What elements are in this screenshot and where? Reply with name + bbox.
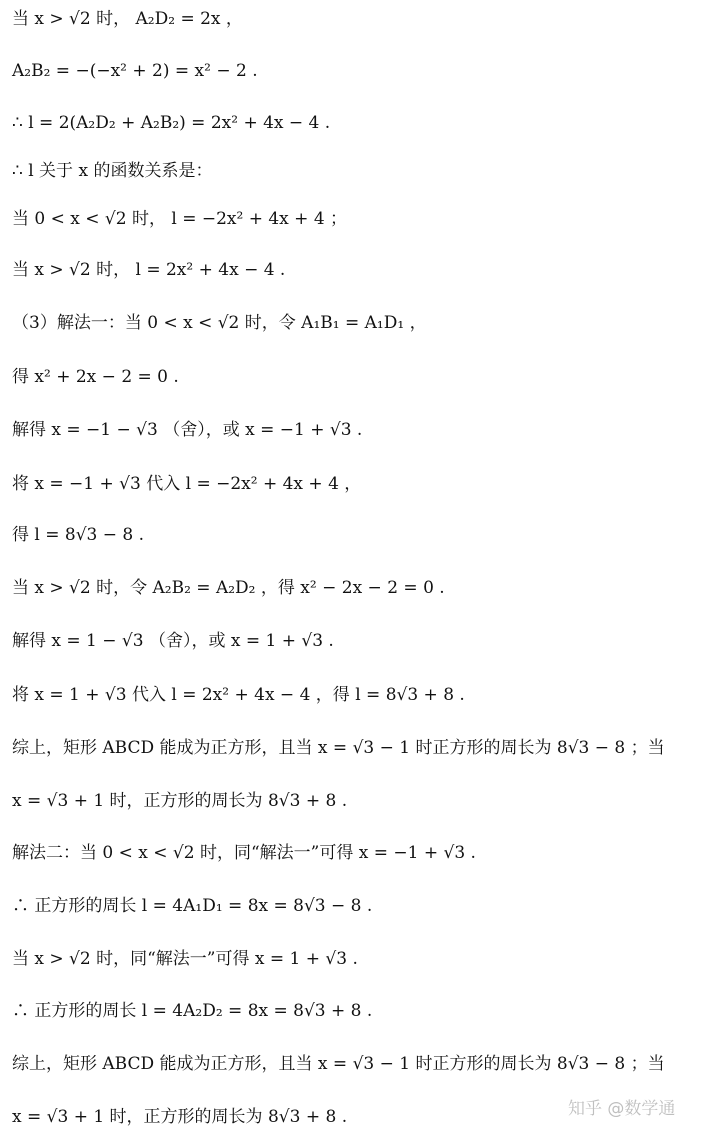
- solution-line: x = √3 + 1 时，正方形的周长为 8√3 + 8 .: [12, 791, 348, 811]
- solution-line: 当 x > √2 时，令 A₂B₂ = A₂D₂ ，得 x² − 2x − 2 = 0 .: [12, 578, 445, 598]
- solution-line: 将 x = 1 + √3 代入 l = 2x² + 4x − 4 ，得 l = 8√3 + 8 .: [12, 685, 465, 705]
- solution-line: 综上，矩形 ABCD 能成为正方形，且当 x = √3 − 1 时正方形的周长为 8√3 − 8 ；当: [12, 738, 665, 758]
- solution-line: ∴ l 关于 x 的函数关系是：: [12, 161, 213, 181]
- solution-line: 综上，矩形 ABCD 能成为正方形，且当 x = √3 − 1 时正方形的周长为 8√3 − 8 ；当: [12, 1054, 665, 1074]
- watermark: 知乎 @数学通: [568, 1099, 676, 1119]
- solution-line: 解得 x = 1 − √3 （舍），或 x = 1 + √3 .: [12, 631, 334, 651]
- solution-line: x = √3 + 1 时，正方形的周长为 8√3 + 8 .: [12, 1107, 348, 1127]
- solution-line: 将 x = −1 + √3 代入 l = −2x² + 4x + 4 ，: [12, 474, 362, 494]
- solution-line: （3）解法一：当 0 < x < √2 时，令 A₁B₁ = A₁D₁ ，: [12, 313, 427, 333]
- solution-line: ∴ 正方形的周长 l = 4A₁D₁ = 8x = 8√3 − 8 .: [12, 896, 373, 916]
- solution-line: 得 x² + 2x − 2 = 0 .: [12, 367, 179, 387]
- solution-line: 解得 x = −1 − √3 （舍），或 x = −1 + √3 .: [12, 420, 363, 440]
- solution-line: 当 x > √2 时，同“解法一”可得 x = 1 + √3 .: [12, 949, 358, 969]
- solution-line: A₂B₂ = −(−x² + 2) = x² − 2 .: [12, 61, 258, 81]
- solution-line: 当 x > √2 时， A₂D₂ = 2x ，: [12, 9, 243, 29]
- solution-line: ∴ 正方形的周长 l = 4A₂D₂ = 8x = 8√3 + 8 .: [12, 1001, 373, 1021]
- solution-line: 当 x > √2 时， l = 2x² + 4x − 4 .: [12, 260, 286, 280]
- solution-line: 得 l = 8√3 − 8 .: [12, 525, 145, 545]
- solution-line: ∴ l = 2(A₂D₂ + A₂B₂) = 2x² + 4x − 4 .: [12, 113, 331, 133]
- solution-line: 当 0 < x < √2 时， l = −2x² + 4x + 4 ；: [12, 209, 348, 229]
- solution-line: 解法二：当 0 < x < √2 时，同“解法一”可得 x = −1 + √3 .: [12, 843, 476, 863]
